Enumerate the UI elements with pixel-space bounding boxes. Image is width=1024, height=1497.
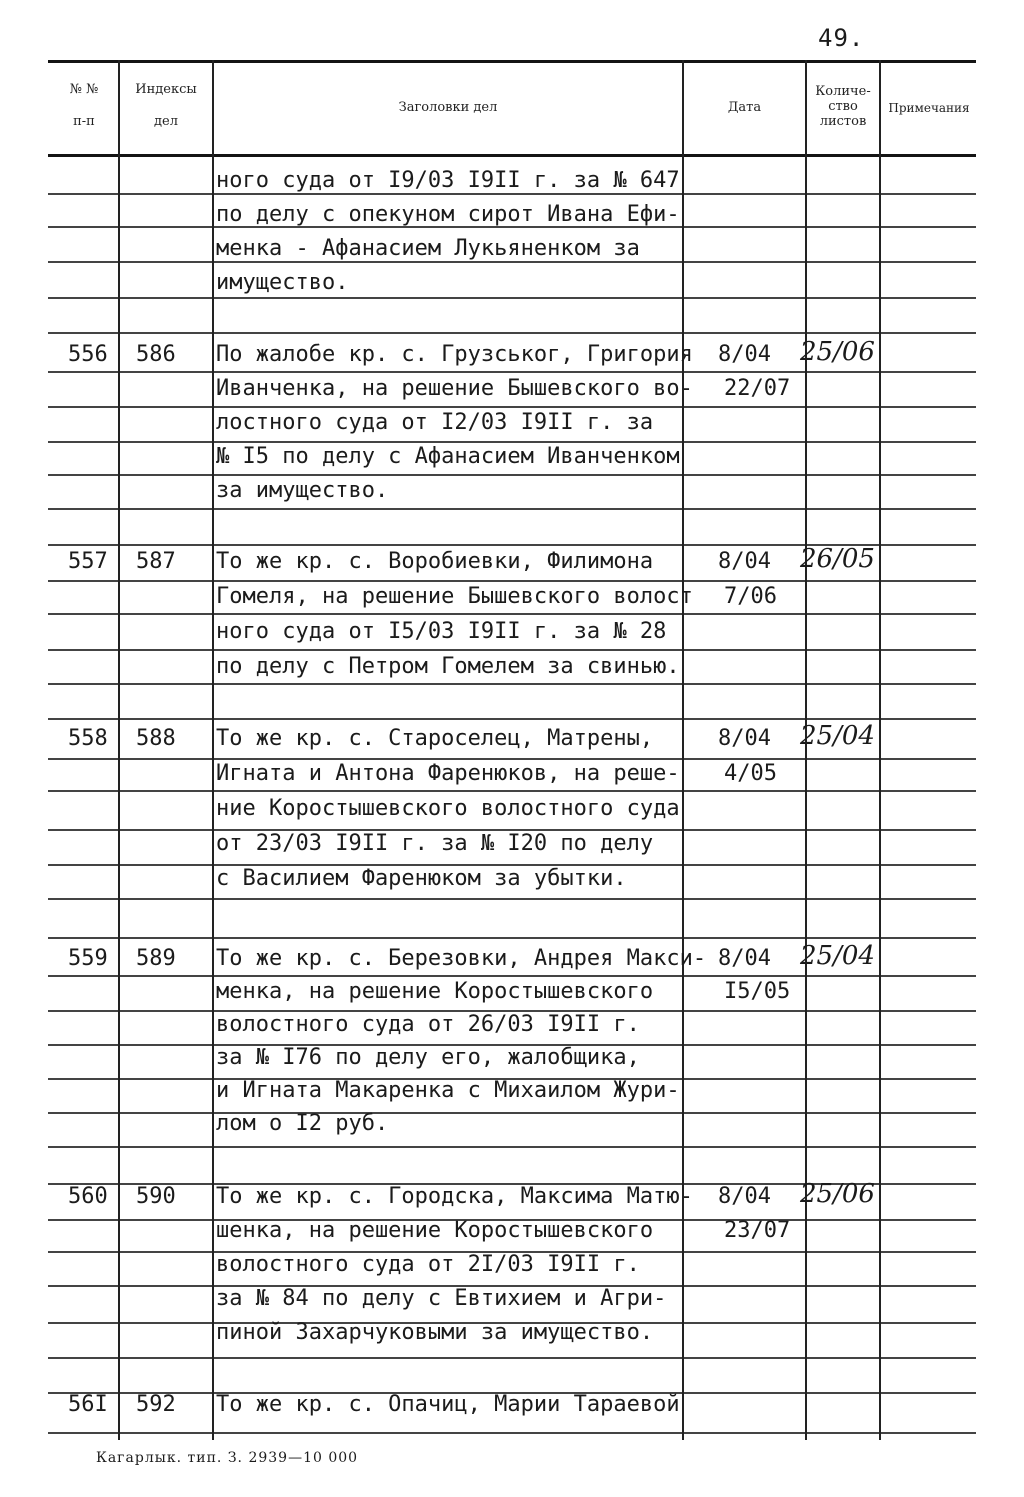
ruled-line (881, 758, 976, 760)
ruled-line (881, 975, 976, 977)
ruled-line (807, 1044, 879, 1046)
col-divider-title (212, 60, 214, 1440)
record-title-line: шенка, на решение Коростышевского (216, 1218, 654, 1243)
record-title-line: ного суда от I5/03 I9II г. за № 28 (216, 619, 667, 644)
ruled-line (881, 790, 976, 792)
ruled-line (881, 864, 976, 866)
record-sheet-count: 25/06 (800, 1179, 875, 1209)
record-title-line: менка, на решение Коростышевского (216, 979, 654, 1004)
ruled-line (807, 649, 879, 651)
ruled-line (48, 1146, 118, 1148)
page-number: 49. (818, 24, 865, 52)
ruled-line (120, 864, 212, 866)
col-divider-notes (879, 60, 881, 1440)
ruled-line (881, 332, 976, 334)
header-sheets-line3: листов (819, 114, 867, 129)
ruled-line (48, 406, 118, 408)
ruled-line (881, 649, 976, 651)
ruled-line (120, 790, 212, 792)
ruled-line (684, 1251, 805, 1253)
record-index: 590 (136, 1184, 176, 1209)
ruled-line (120, 1010, 212, 1012)
ruled-line (881, 1010, 976, 1012)
record-number: 558 (68, 726, 108, 751)
col-divider-date (682, 60, 684, 1440)
ruled-line (48, 975, 118, 977)
ruled-line (684, 758, 805, 760)
ruled-line (881, 544, 976, 546)
record-title-line: за имущество. (216, 478, 389, 503)
ruled-line (684, 580, 805, 582)
ruled-line (881, 1392, 976, 1394)
ruled-line (120, 371, 212, 373)
ruled-line (807, 790, 879, 792)
ruled-line (881, 613, 976, 615)
record-number: 56I (68, 1392, 108, 1417)
ruled-line (807, 1285, 879, 1287)
record-title-line: Гомеля, на решение Бышевского волост (216, 584, 693, 609)
ruled-line (881, 508, 976, 510)
ruled-line (214, 544, 682, 546)
ruled-line (120, 649, 212, 651)
ruled-line (684, 474, 805, 476)
record-title-line: Игната и Антона Фаренюков, на реше- (216, 761, 680, 786)
ruled-line (48, 864, 118, 866)
record-sheet-count: 25/04 (800, 941, 875, 971)
record-title-line: волостного суда от 26/03 I9II г. (216, 1012, 640, 1037)
ruled-line (120, 937, 212, 939)
ruled-line (684, 371, 805, 373)
record-index: 588 (136, 726, 176, 751)
record-title-line: от 23/03 I9II г. за № I20 по делу (216, 831, 654, 856)
ruled-line (48, 1251, 118, 1253)
ruled-line (214, 297, 682, 299)
record-title-line: с Василием Фаренюком за убытки. (216, 866, 627, 891)
ruled-line (881, 193, 976, 195)
ruled-line (684, 441, 805, 443)
record-index: 589 (136, 946, 176, 971)
ruled-line (120, 193, 212, 195)
header-sheets-line2: ство (828, 99, 858, 114)
ruled-line (807, 613, 879, 615)
record-title-line: за № 84 по делу с Евтихием и Агри- (216, 1286, 667, 1311)
ruled-line (120, 1432, 212, 1434)
ruled-line (48, 441, 118, 443)
ruled-line (881, 1322, 976, 1324)
record-date-line: 7/06 (724, 584, 777, 609)
top-rule (48, 60, 976, 63)
record-date-line: 8/04 (718, 726, 771, 751)
ruled-line (48, 683, 118, 685)
header-index (120, 82, 212, 130)
record-title-line: Иванченка, на решение Бышевского во- (216, 376, 693, 401)
ruled-line (881, 406, 976, 408)
ruled-line (684, 898, 805, 900)
ruled-line (48, 649, 118, 651)
ruled-line (807, 193, 879, 195)
record-title-line: лостного суда от I2/03 I9II г. за (216, 410, 654, 435)
ruled-line (120, 758, 212, 760)
record-sheet-count: 26/05 (800, 544, 875, 574)
ruled-line (684, 1010, 805, 1012)
ruled-line (684, 1044, 805, 1046)
ruled-line (120, 1251, 212, 1253)
ruled-line (214, 758, 682, 760)
ruled-line (684, 829, 805, 831)
ruled-line (120, 1322, 212, 1324)
ruled-line (881, 1183, 976, 1185)
ruled-line (48, 1010, 118, 1012)
ruled-line (120, 829, 212, 831)
ruled-line (807, 474, 879, 476)
ruled-line (684, 864, 805, 866)
ruled-line (881, 1044, 976, 1046)
ruled-line (48, 544, 118, 546)
record-date-line: 8/04 (718, 549, 771, 574)
record-index: 586 (136, 342, 176, 367)
ruled-line (881, 937, 976, 939)
ruled-line (48, 1078, 118, 1080)
ruled-line (214, 649, 682, 651)
ruled-line (214, 441, 682, 443)
ruled-line (807, 508, 879, 510)
record-number: 559 (68, 946, 108, 971)
ruled-line (684, 1112, 805, 1114)
ruled-line (684, 1285, 805, 1287)
ruled-line (120, 297, 212, 299)
ruled-line (807, 898, 879, 900)
ruled-line (120, 474, 212, 476)
ruled-line (807, 297, 879, 299)
header-index-line1: Индексы (135, 82, 197, 97)
ruled-line (214, 580, 682, 582)
ruled-line (120, 898, 212, 900)
ruled-line (214, 508, 682, 510)
ruled-line (807, 580, 879, 582)
ruled-line (120, 580, 212, 582)
ruled-line (48, 758, 118, 760)
ruled-line (48, 474, 118, 476)
ruled-line (120, 1112, 212, 1114)
ruled-line (214, 406, 682, 408)
record-date-line: 8/04 (718, 342, 771, 367)
ruled-line (807, 261, 879, 263)
record-index: 587 (136, 549, 176, 574)
record-title-line: по делу с опекуном сирот Ивана Ефи- (216, 202, 680, 227)
record-title-line: То же кр. с. Опачиц, Марии Тараевой (216, 1392, 680, 1417)
ruled-line (120, 441, 212, 443)
record-title-line: ного суда от I9/03 I9II г. за № 647 (216, 168, 680, 193)
ruled-line (120, 683, 212, 685)
ruled-line (684, 332, 805, 334)
ruled-line (214, 1432, 682, 1434)
ruled-line (48, 1044, 118, 1046)
ruled-line (807, 441, 879, 443)
ruled-line (120, 975, 212, 977)
ruled-line (48, 508, 118, 510)
record-date-line: I5/05 (724, 979, 791, 1004)
ruled-line (684, 226, 805, 228)
record-title-line: ние Коростышевского волостного суда (216, 796, 680, 821)
ruled-line (120, 544, 212, 546)
ruled-line (684, 1146, 805, 1148)
record-title-line: То же кр. с. Воробиевки, Филимона (216, 549, 654, 574)
ruled-line (684, 649, 805, 651)
ruled-line (684, 1357, 805, 1359)
ruled-line (881, 1146, 976, 1148)
ruled-line (881, 718, 976, 720)
record-title-line: по делу с Петром Гомелем за свинью. (216, 654, 680, 679)
record-title-line: То же кр. с. Городска, Максима Матю- (216, 1184, 693, 1209)
ruled-line (684, 1392, 805, 1394)
record-title-line: То же кр. с. Березовки, Андрея Макси- (216, 946, 707, 971)
ruled-line (807, 829, 879, 831)
header-sheets-line1: Количе- (815, 84, 871, 99)
ruled-line (48, 332, 118, 334)
ruled-line (881, 1219, 976, 1221)
record-date-line: 8/04 (718, 1184, 771, 1209)
header-sheets (807, 84, 879, 129)
ruled-line (881, 1078, 976, 1080)
record-title-line: имущество. (216, 270, 349, 295)
ruled-line (807, 1322, 879, 1324)
ruled-line (120, 613, 212, 615)
ruled-line (214, 975, 682, 977)
ruled-line (48, 226, 118, 228)
ruled-line (120, 1044, 212, 1046)
ruled-line (807, 1392, 879, 1394)
ruled-line (807, 1357, 879, 1359)
ruled-line (48, 1432, 118, 1434)
header-num (50, 82, 118, 130)
ruled-line (48, 1322, 118, 1324)
header-date: Дата (727, 100, 762, 115)
header-num-line2: п-п (73, 114, 95, 129)
ruled-line (881, 1112, 976, 1114)
ruled-line (684, 683, 805, 685)
record-number: 556 (68, 342, 108, 367)
ruled-line (48, 718, 118, 720)
ruled-line (684, 790, 805, 792)
ruled-line (120, 1219, 212, 1221)
ruled-line (120, 226, 212, 228)
ruled-line (881, 1285, 976, 1287)
header-notes: Примечания (888, 101, 970, 115)
ruled-line (881, 441, 976, 443)
ruled-line (807, 864, 879, 866)
ruled-line (881, 683, 976, 685)
ruled-line (48, 1285, 118, 1287)
ruled-line (881, 1357, 976, 1359)
ruled-line (684, 193, 805, 195)
ruled-line (881, 474, 976, 476)
record-title-line: волостного суда от 2I/03 I9II г. (216, 1252, 640, 1277)
ruled-line (120, 508, 212, 510)
ruled-line (881, 297, 976, 299)
ruled-line (881, 1432, 976, 1434)
ruled-line (48, 371, 118, 373)
ruled-line (214, 718, 682, 720)
ruled-line (684, 261, 805, 263)
ruled-line (214, 1357, 682, 1359)
ruled-line (881, 898, 976, 900)
ruled-line (684, 613, 805, 615)
ruled-line (684, 718, 805, 720)
ruled-line (807, 1010, 879, 1012)
ruled-line (807, 683, 879, 685)
ruled-line (684, 544, 805, 546)
record-title-line: менка - Афанасием Лукьяненком за (216, 236, 640, 261)
ruled-line (120, 1357, 212, 1359)
ruled-line (214, 474, 682, 476)
record-number: 560 (68, 1184, 108, 1209)
record-sheet-count: 25/06 (800, 337, 875, 367)
ruled-line (807, 1432, 879, 1434)
ruled-line (684, 297, 805, 299)
ruled-line (807, 1146, 879, 1148)
ruled-line (214, 613, 682, 615)
header-title: Заголовки дел (398, 100, 498, 115)
ruled-line (684, 1322, 805, 1324)
record-title-line: № I5 по делу с Афанасием Иванченком (216, 444, 680, 469)
record-date-line: 8/04 (718, 946, 771, 971)
ruled-line (214, 937, 682, 939)
ruled-line (807, 937, 879, 939)
record-index: 592 (136, 1392, 176, 1417)
ruled-line (684, 406, 805, 408)
ruled-line (214, 1146, 682, 1148)
ruled-line (120, 1285, 212, 1287)
record-title-line: и Игната Макаренка с Михаилом Жури- (216, 1078, 680, 1103)
ruled-line (881, 226, 976, 228)
record-title-line: По жалобе кр. с. Грузськог, Григория (216, 342, 693, 367)
printer-imprint: Кагарлык. тип. З. 2939—10 000 (96, 1450, 359, 1466)
ruled-line (807, 1251, 879, 1253)
header-index-line2: дел (154, 114, 178, 129)
record-date-line: 4/05 (724, 761, 777, 786)
ruled-line (214, 371, 682, 373)
ruled-line (684, 1078, 805, 1080)
ruled-line (48, 1112, 118, 1114)
ruled-line (214, 898, 682, 900)
record-title-line: То же кр. с. Староселец, Матрены, (216, 726, 654, 751)
header-bottom-rule (48, 154, 976, 157)
ruled-line (120, 1078, 212, 1080)
ruled-line (807, 718, 879, 720)
ruled-line (684, 975, 805, 977)
ruled-line (214, 790, 682, 792)
ruled-line (120, 332, 212, 334)
ruled-line (807, 406, 879, 408)
ruled-line (684, 508, 805, 510)
record-number: 557 (68, 549, 108, 574)
ruled-line (48, 193, 118, 195)
ruled-line (120, 406, 212, 408)
ruled-line (48, 790, 118, 792)
ruled-line (807, 226, 879, 228)
ruled-line (120, 1146, 212, 1148)
ruled-line (120, 261, 212, 263)
ruled-line (881, 371, 976, 373)
ruled-line (807, 371, 879, 373)
ruled-line (48, 937, 118, 939)
record-sheet-count: 25/04 (800, 721, 875, 751)
record-title-line: лом о I2 руб. (216, 1111, 389, 1136)
ruled-line (48, 1219, 118, 1221)
ruled-line (684, 937, 805, 939)
ruled-line (48, 898, 118, 900)
ruled-line (48, 297, 118, 299)
ruled-line (48, 261, 118, 263)
header-num-line1: № № (69, 82, 99, 97)
ruled-line (881, 829, 976, 831)
ruled-line (807, 1078, 879, 1080)
ruled-line (120, 718, 212, 720)
ruled-line (881, 261, 976, 263)
ruled-line (807, 332, 879, 334)
ruled-line (881, 580, 976, 582)
ruled-line (881, 1251, 976, 1253)
record-date-line: 22/07 (724, 376, 791, 401)
record-title-line: пиной Захарчуковыми за имущество. (216, 1320, 654, 1345)
ruled-line (48, 613, 118, 615)
ruled-line (807, 975, 879, 977)
ruled-line (214, 332, 682, 334)
ruled-line (48, 580, 118, 582)
col-divider-index (118, 60, 120, 1440)
ruled-line (807, 758, 879, 760)
ruled-line (684, 1432, 805, 1434)
record-date-line: 23/07 (724, 1218, 791, 1243)
ruled-line (48, 829, 118, 831)
ruled-line (214, 683, 682, 685)
ruled-line (48, 1357, 118, 1359)
ruled-line (807, 1219, 879, 1221)
ruled-line (807, 1112, 879, 1114)
record-title-line: за № I76 по делу его, жалобщика, (216, 1045, 640, 1070)
